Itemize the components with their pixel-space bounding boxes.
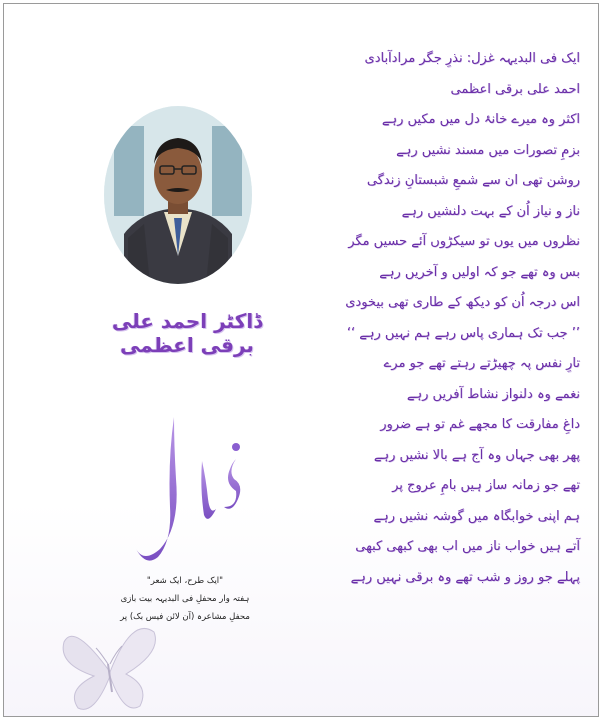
poem-line: نغمے وہ دلنواز نشاط آفریں رہے <box>406 386 580 402</box>
poem-line: بزمِ تصورات میں مسند نشیں رہے <box>396 142 580 158</box>
poem-line: ناز و نیاز اُن کے بہت دلنشیں رہے <box>401 203 580 219</box>
ghazal-title-calligraphy <box>124 399 254 579</box>
ghazal-title-art <box>124 399 254 579</box>
poem-text <box>240 44 580 593</box>
author-name: ڈاکٹر احمد علی برقی اعظمی <box>111 309 263 357</box>
poem-line: پھر بھی جہاں وہ آج ہے بالا نشیں رہے <box>373 447 580 463</box>
poem-line: اس درجہ اُن کو دیکھ کے طاری تھی بیخودی <box>345 295 580 310</box>
poem-line: داغِ مفارقت کا مجھے غم تو ہے ضرور <box>380 417 580 432</box>
subtitle-line: محفلِ مشاعرہ (آن لائن فیس بک) پر <box>120 612 250 622</box>
poem-line: بس وہ تھے جو کہ اولیں و آخریں رہے <box>379 264 580 280</box>
subtitle-line: "ایک طرح، ایک شعر" <box>146 576 224 586</box>
poem-line: پہلے جو روز و شب تھے وہ برقی نہیں رہے <box>350 569 580 585</box>
poem-line: ’’ جب تک ہماری پاس رہے ہم نہیں رہے ‘‘ <box>346 325 580 341</box>
poem-line: روشن تھی ان سے شمعِ شبستانِ زندگی <box>366 173 580 188</box>
author-portrait <box>104 106 252 284</box>
poet-name-line: احمد علی برقی اعظمی <box>450 81 580 97</box>
poem-line: نظروں میں یوں تو سیکڑوں آئے حسیں مگر <box>348 234 580 249</box>
poem-line: تھے جو زمانہ ساز ہیں بامِ عروج پر <box>392 478 580 493</box>
poem-page <box>3 3 599 717</box>
author-portrait-illustration <box>104 106 252 284</box>
poem-heading: ایک فی البدیہہ غزل: نذرِ جگر مرادآبادی <box>364 51 580 66</box>
poem-line: آتے ہیں خواب ناز میں اب بھی کبھی کبھی <box>355 539 580 554</box>
butterfly-art <box>54 612 164 716</box>
butterfly-icon <box>54 612 164 716</box>
poem-line: اکثر وہ میرے خانۂ دل میں مکیں رہے <box>381 112 580 127</box>
poem-line: تارِ نفس پہ چھیڑتے رہتے تھے جو مرے <box>383 356 580 371</box>
subtitle-line: ہفتہ وار محفلِ فی البدیہہ بیت بازی <box>120 594 250 604</box>
poem-line: ہم اپنی خوابگاہ میں گوشہ نشیں رہے <box>373 508 580 524</box>
